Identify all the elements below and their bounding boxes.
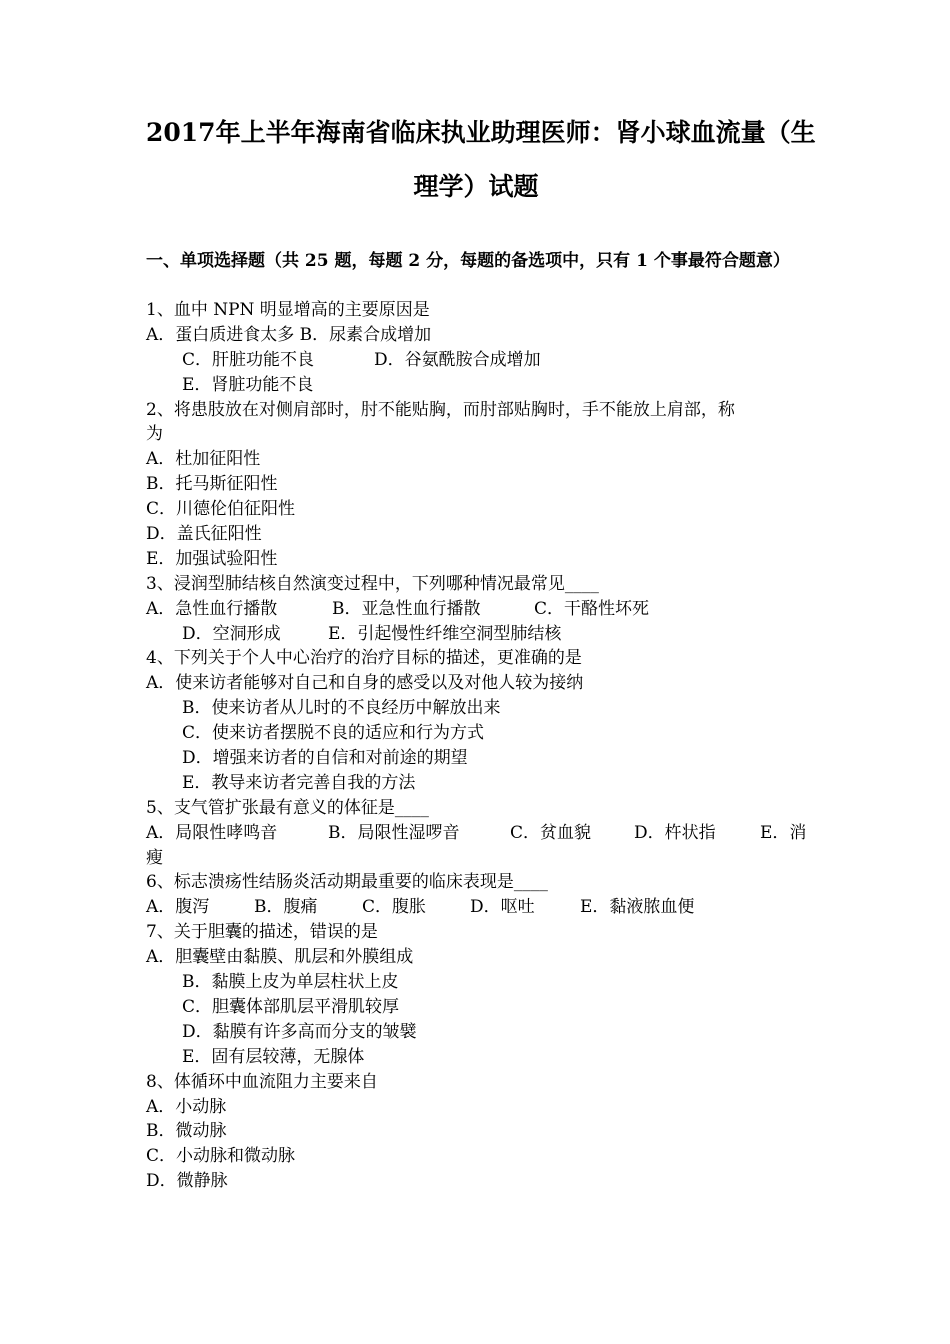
option-b: B．腹痛 <box>254 897 318 918</box>
option-a: A．杜加征阳性 <box>146 449 261 470</box>
question-list <box>146 298 806 1194</box>
question-5-stem: 5、支气管扩张最有意义的体征是____ <box>146 797 429 818</box>
question-3-options-row <box>146 622 806 647</box>
option-d: D．杵状指 <box>634 822 716 843</box>
option-e: E．肾脏功能不良 <box>182 374 314 395</box>
option-e: E．消 <box>760 822 807 843</box>
option-c: C．肝脏功能不良 <box>182 349 315 370</box>
question-7-stem: 7、关于胆囊的描述，错误的是 <box>146 922 378 943</box>
question-1-options-row <box>146 348 806 373</box>
question-3-options-row <box>146 597 806 622</box>
question-3-stem: 3、浸润型肺结核自然演变过程中，下列哪种情况最常见____ <box>146 573 599 594</box>
option-c: C．贫血貌 <box>510 822 592 843</box>
option-b: B．黏膜上皮为单层柱状上皮 <box>182 972 399 993</box>
option-e: E．黏液脓血便 <box>580 897 695 918</box>
option-d: D．增强来访者的自信和对前途的期望 <box>182 748 468 769</box>
option-b: B．使来访者从儿时的不良经历中解放出来 <box>182 698 501 719</box>
option-d: D．空洞形成 <box>182 623 281 644</box>
option-e: E．教导来访者完善自我的方法 <box>182 772 416 793</box>
question-6-options-row <box>146 895 806 920</box>
option-b: B．托马斯征阳性 <box>146 474 278 495</box>
option-c: C．使来访者摆脱不良的适应和行为方式 <box>182 723 485 744</box>
option-e: E．固有层较薄，无腺体 <box>182 1046 365 1067</box>
option-c: C．小动脉和微动脉 <box>146 1146 296 1167</box>
section-header: 一、单项选择题（共 25 题，每题 2 分，每题的备选项中，只有 1 个事最符合题意） <box>146 251 790 271</box>
option-c: C．干酪性坏死 <box>534 598 650 619</box>
option-a: A．使来访者能够对自己和自身的感受以及对他人较为接纳 <box>146 673 584 694</box>
option-d: D．谷氨酰胺合成增加 <box>374 349 541 370</box>
question-4-stem: 4、下列关于个人中心治疗的治疗目标的描述，更准确的是 <box>146 648 582 669</box>
option-d: D．微静脉 <box>146 1171 228 1192</box>
question-8-stem: 8、体循环中血流阻力主要来自 <box>146 1071 378 1092</box>
option-a: A．小动脉 <box>146 1096 227 1117</box>
option-c: C．腹胀 <box>362 897 427 918</box>
option-e-cont: 瘦 <box>146 847 163 868</box>
option-b: B．微动脉 <box>146 1121 227 1142</box>
option-a: A．急性血行播散 <box>146 598 278 619</box>
option-a: A．腹泻 <box>146 897 210 918</box>
question-1-stem: 1、血中 NPN 明显增高的主要原因是 <box>146 300 430 320</box>
question-2-stem: 2、将患肢放在对侧肩部时，肘不能贴胸，而肘部贴胸时，手不能放上肩部，称 <box>146 399 735 420</box>
option-a: A．局限性哮鸣音 <box>146 822 278 843</box>
option-d: D．盖氏征阳性 <box>146 524 262 545</box>
question-6-stem: 6、标志溃疡性结肠炎活动期最重要的临床表现是____ <box>146 872 548 893</box>
option-c: C．胆囊体部肌层平滑肌较厚 <box>182 996 400 1017</box>
option-a: A．胆囊壁由黏膜、肌层和外膜组成 <box>146 947 414 968</box>
option-b: B．局限性湿啰音 <box>328 822 460 843</box>
question-5-options-row <box>146 821 806 846</box>
document-title-line-2: 理学）试题 <box>413 172 539 201</box>
option-d: D．呕吐 <box>470 897 535 918</box>
document-title-line-1: 2017年上半年海南省临床执业助理医师：肾小球血流量（生 <box>146 118 816 147</box>
question-2-stem-cont: 为 <box>146 424 163 445</box>
option-c: C．川德伦伯征阳性 <box>146 499 296 520</box>
option-d: D．黏膜有许多高而分支的皱襞 <box>182 1021 417 1042</box>
option-b: B．亚急性血行播散 <box>332 598 481 619</box>
question-1-options-row: A．蛋白质进食太多 B．尿素合成增加 <box>146 324 432 345</box>
option-e: E．加强试验阳性 <box>146 548 278 569</box>
option-e: E．引起慢性纤维空洞型肺结核 <box>328 623 562 644</box>
